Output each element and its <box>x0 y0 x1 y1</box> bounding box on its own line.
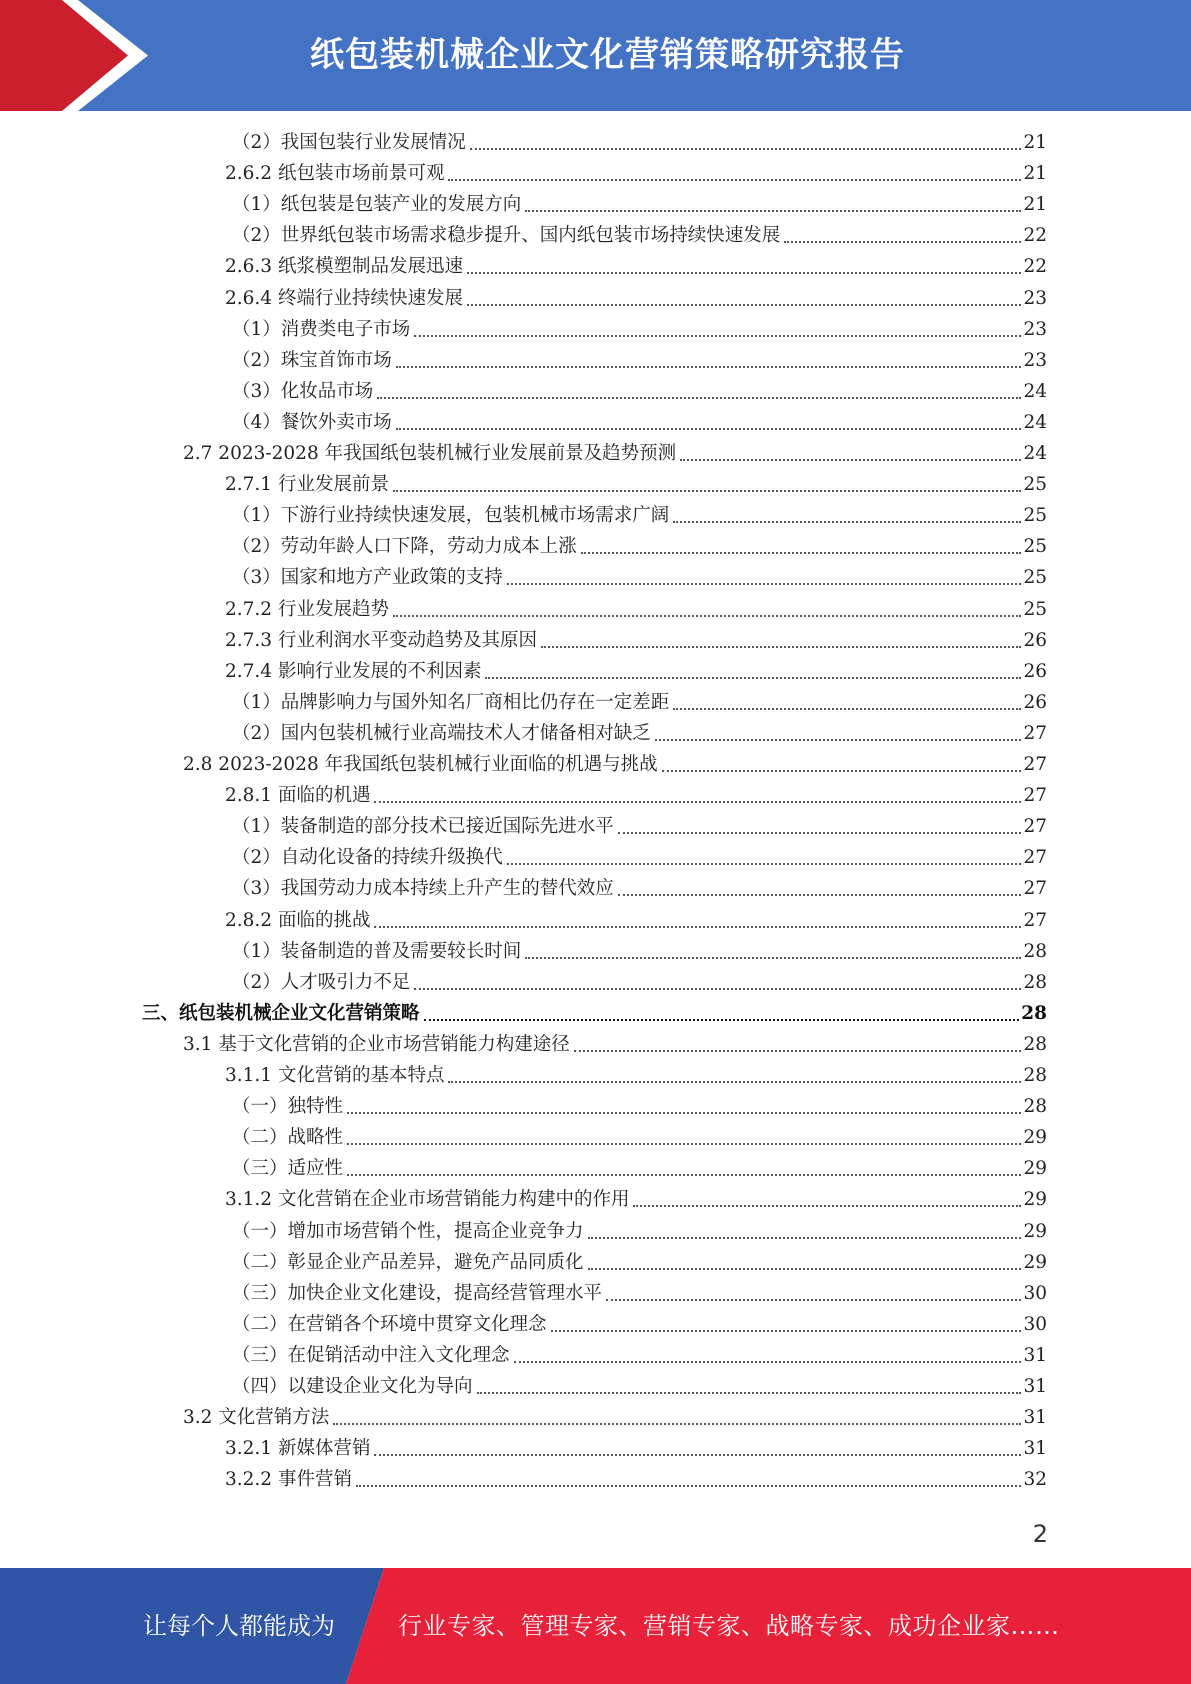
toc-dot-leader <box>448 1081 1021 1083</box>
toc-entry[interactable] <box>232 873 1047 904</box>
toc-entry-page: 30 <box>1023 1282 1047 1304</box>
toc-entry-page: 27 <box>1023 785 1047 807</box>
toc-entry[interactable] <box>232 1309 1047 1340</box>
toc-dot-leader <box>393 490 1021 492</box>
toc-entry-label: （2）自动化设备的持续升级换代 <box>232 847 503 869</box>
toc-entry-label: （4）餐饮外卖市场 <box>232 411 392 433</box>
toc-dot-leader <box>467 304 1021 306</box>
toc-dot-leader <box>673 708 1021 710</box>
toc-entry-label: （2）我国包装行业发展情况 <box>232 132 466 153</box>
toc-entry-label: 2.6.2 纸包装市场前景可观 <box>225 163 445 185</box>
toc-entry-label: （1）装备制造的普及需要较长时间 <box>232 940 522 962</box>
toc-entry-label: （2）国内包装机械行业高端技术人才储备相对缺乏 <box>232 722 651 744</box>
toc-entry-page: 24 <box>1023 443 1047 464</box>
toc-entry-label: 2.7.1 行业发展前景 <box>225 474 389 496</box>
toc-entry-page: 31 <box>1023 1438 1047 1460</box>
toc-entry[interactable] <box>225 469 1047 500</box>
toc-entry-label: 2.7.2 行业发展趋势 <box>225 598 389 620</box>
toc-entry[interactable] <box>232 718 1047 749</box>
toc-dot-leader <box>396 366 1022 368</box>
toc-entry-label: 3.2.1 新媒体营销 <box>225 1438 371 1460</box>
toc-entry[interactable] <box>225 1060 1047 1091</box>
toc-entry-page: 21 <box>1023 163 1047 185</box>
toc-entry-label: 2.7.4 影响行业发展的不利因素 <box>225 660 482 682</box>
toc-entry-label: （2）世界纸包装市场需求稳步提升、国内纸包装市场持续快速发展 <box>232 225 781 247</box>
toc-entry-label: 3.1.1 文化营销的基本特点 <box>225 1065 445 1086</box>
toc-entry-label: （2）劳动年龄人口下降，劳动力成本上涨 <box>232 536 577 558</box>
toc-dot-leader <box>374 1454 1021 1456</box>
toc-dot-leader <box>662 770 1022 772</box>
toc-entry[interactable] <box>232 936 1047 967</box>
toc-entry[interactable] <box>232 1278 1047 1309</box>
toc-dot-leader <box>551 1330 1022 1332</box>
toc-entry-label: 3.2.2 事件营销 <box>225 1469 352 1491</box>
toc-dot-leader <box>588 1237 1022 1239</box>
page-number: 2 <box>1032 1520 1048 1548</box>
toc-dot-leader <box>514 1361 1022 1363</box>
toc-dot-leader <box>414 335 1021 337</box>
toc-entry-page: 23 <box>1023 287 1047 309</box>
toc-entry[interactable] <box>232 407 1047 438</box>
toc-dot-leader <box>633 1205 1021 1207</box>
toc-entry-label: （3）国家和地方产业政策的支持 <box>232 567 503 589</box>
toc-entry-page: 28 <box>1021 1002 1047 1024</box>
toc-entry-label: （三）在促销活动中注入文化理念 <box>232 1344 510 1366</box>
toc-dot-leader <box>470 148 1022 150</box>
toc-entry[interactable] <box>232 1122 1047 1153</box>
toc-entry-page: 31 <box>1023 1344 1047 1366</box>
toc-entry-page: 25 <box>1023 598 1047 620</box>
toc-entry[interactable] <box>183 749 1047 780</box>
toc-entry-page: 23 <box>1023 349 1047 371</box>
toc-entry[interactable] <box>232 189 1047 220</box>
toc-entry-page: 27 <box>1023 816 1047 838</box>
toc-entry[interactable] <box>183 1029 1047 1060</box>
toc-entry[interactable] <box>232 314 1047 345</box>
toc-entry-page: 29 <box>1023 1127 1047 1149</box>
toc-entry-page: 27 <box>1023 722 1047 744</box>
toc-entry-label: （1）消费类电子市场 <box>232 318 411 340</box>
toc-entry-page: 32 <box>1023 1469 1047 1491</box>
toc-entry-label: 2.6.4 终端行业持续快速发展 <box>225 287 463 309</box>
toc-dot-leader <box>396 428 1022 430</box>
toc-entry-label: （三）适应性 <box>232 1158 344 1180</box>
toc-dot-leader <box>673 521 1021 523</box>
toc-entry[interactable] <box>232 842 1047 873</box>
toc-dot-leader <box>618 832 1022 834</box>
toc-entry-label: （2）珠宝首饰市场 <box>232 349 392 371</box>
toc-entry-label: （1）装备制造的部分技术已接近国际先进水平 <box>232 816 614 838</box>
toc-entry[interactable] <box>232 1153 1047 1184</box>
toc-dot-leader <box>424 1019 1020 1021</box>
toc-entry-label: （二）彰显企业产品差异，避免产品同质化 <box>232 1251 584 1273</box>
toc-dot-leader <box>356 1485 1022 1487</box>
toc-entry-page: 28 <box>1023 1065 1047 1086</box>
toc-entry-label: （1）品牌影响力与国外知名厂商相比仍存在一定差距 <box>232 691 670 713</box>
toc-entry-label: 2.8.2 面临的挑战 <box>225 909 371 931</box>
toc-dot-leader <box>784 241 1021 243</box>
toc-entry[interactable] <box>232 127 1047 158</box>
toc-entry[interactable] <box>225 1464 1047 1495</box>
toc-entry-label: （四）以建设企业文化为导向 <box>232 1376 473 1397</box>
toc-dot-leader <box>588 1268 1022 1270</box>
toc-entry[interactable] <box>232 531 1047 562</box>
toc-entry[interactable] <box>232 1340 1047 1371</box>
toc-entry[interactable] <box>225 905 1047 936</box>
toc-entry[interactable] <box>232 376 1047 407</box>
page-header <box>0 0 1191 111</box>
toc-entry[interactable] <box>232 687 1047 718</box>
toc-dot-leader <box>680 459 1021 461</box>
toc-entry[interactable] <box>225 1433 1047 1464</box>
toc-dot-leader <box>507 863 1022 865</box>
toc-dot-leader <box>377 397 1021 399</box>
toc-entry-page: 29 <box>1023 1220 1047 1242</box>
toc-entry[interactable] <box>232 1216 1047 1247</box>
toc-entry-page: 26 <box>1023 629 1047 651</box>
toc-entry-label: （二）战略性 <box>232 1127 344 1149</box>
toc-entry-page: 28 <box>1023 971 1047 993</box>
toc-entry-page: 24 <box>1023 380 1047 402</box>
toc-entry[interactable] <box>142 998 1047 1029</box>
toc-entry-page: 25 <box>1023 536 1047 558</box>
toc-dot-leader <box>574 1050 1022 1052</box>
toc-entry-page: 23 <box>1023 318 1047 340</box>
toc-dot-leader <box>485 677 1021 679</box>
toc-entry-label: 2.7 2023-2028 年我国纸包装机械行业发展前景及趋势预测 <box>183 443 677 464</box>
toc-dot-leader <box>347 1143 1021 1145</box>
toc-entry[interactable] <box>225 283 1047 314</box>
toc-entry-page: 27 <box>1023 754 1047 775</box>
toc-dot-leader <box>347 1112 1021 1114</box>
toc-entry-page: 25 <box>1023 474 1047 496</box>
toc-dot-leader <box>467 272 1021 274</box>
toc-entry-page: 28 <box>1023 940 1047 962</box>
toc-dot-leader <box>606 1299 1021 1301</box>
toc-entry-label: 3.2 文化营销方法 <box>183 1407 330 1429</box>
toc-entry-page: 31 <box>1023 1376 1047 1397</box>
toc-entry-label: （二）在营销各个环境中贯穿文化理念 <box>232 1313 547 1335</box>
toc-entry[interactable] <box>225 656 1047 687</box>
toc-entry[interactable] <box>225 158 1047 189</box>
toc-entry-label: 2.7.3 行业利润水平变动趋势及其原因 <box>225 629 537 651</box>
toc-entry-page: 25 <box>1023 567 1047 589</box>
toc-entry-page: 24 <box>1023 411 1047 433</box>
toc-entry-label: 2.8 2023-2028 年我国纸包装机械行业面临的机遇与挑战 <box>183 754 658 775</box>
toc-dot-leader <box>374 801 1021 803</box>
toc-dot-leader <box>525 210 1021 212</box>
toc-entry[interactable] <box>225 1184 1047 1215</box>
toc-dot-leader <box>374 926 1021 928</box>
toc-entry[interactable] <box>225 625 1047 656</box>
toc-dot-leader <box>347 1174 1021 1176</box>
toc-entry-page: 25 <box>1023 505 1047 527</box>
report-title: 纸包装机械企业文化营销策略研究报告 <box>310 35 905 75</box>
toc-entry-page: 26 <box>1023 691 1047 713</box>
toc-entry-page: 30 <box>1023 1313 1047 1335</box>
toc-entry-page: 22 <box>1023 225 1047 247</box>
toc-dot-leader <box>333 1423 1021 1425</box>
toc-entry-label: （一）独特性 <box>232 1096 344 1118</box>
toc-entry[interactable] <box>225 780 1047 811</box>
toc-entry-label: 2.6.3 纸浆模塑制品发展迅速 <box>225 256 463 278</box>
toc-entry[interactable] <box>183 438 1047 469</box>
toc-entry-label: 2.8.1 面临的机遇 <box>225 785 371 807</box>
toc-entry-label: （3）我国劳动力成本持续上升产生的替代效应 <box>232 878 614 900</box>
toc-entry-page: 21 <box>1023 132 1047 153</box>
toc-dot-leader <box>393 615 1021 617</box>
toc-entry-label: （一）增加市场营销个性，提高企业竞争力 <box>232 1220 584 1242</box>
toc-entry-page: 22 <box>1023 256 1047 278</box>
toc-entry[interactable] <box>232 1371 1047 1402</box>
toc-entry[interactable] <box>183 1402 1047 1433</box>
toc-dot-leader <box>507 583 1022 585</box>
toc-dot-leader <box>477 1392 1022 1394</box>
footer-slogan-left: 让每个人都能成为 <box>143 1612 335 1640</box>
toc-entry-label: 3.1.2 文化营销在企业市场营销能力构建中的作用 <box>225 1189 630 1211</box>
toc-entry-page: 27 <box>1023 878 1047 900</box>
toc-entry-page: 29 <box>1023 1158 1047 1180</box>
toc-dot-leader <box>448 179 1021 181</box>
footer-slogan-right: 行业专家、管理专家、营销专家、战略专家、成功企业家…… <box>398 1612 1060 1640</box>
toc-dot-leader <box>618 894 1022 896</box>
toc-entry-page: 28 <box>1023 1033 1047 1055</box>
toc-dot-leader <box>414 988 1021 990</box>
toc-entry-page: 29 <box>1023 1189 1047 1211</box>
toc-entry-label: （三）加快企业文化建设，提高经营管理水平 <box>232 1282 603 1304</box>
toc-dot-leader <box>525 957 1021 959</box>
toc-entry-label: （3）化妆品市场 <box>232 380 374 402</box>
toc-entry-label: （2）人才吸引力不足 <box>232 971 411 993</box>
toc-entry-page: 27 <box>1023 909 1047 931</box>
toc-entry[interactable] <box>232 500 1047 531</box>
toc-dot-leader <box>655 739 1022 741</box>
toc-entry[interactable] <box>232 220 1047 251</box>
toc-entry[interactable] <box>232 967 1047 998</box>
toc-entry[interactable] <box>225 251 1047 282</box>
toc-entry-label: 3.1 基于文化营销的企业市场营销能力构建途径 <box>183 1033 570 1055</box>
toc-entry[interactable] <box>232 811 1047 842</box>
toc-entry-page: 27 <box>1023 847 1047 869</box>
toc-dot-leader <box>581 552 1022 554</box>
toc-entry-label: 三、纸包装机械企业文化营销策略 <box>142 1002 420 1024</box>
toc-entry-label: （1）下游行业持续快速发展，包装机械市场需求广阔 <box>232 505 670 527</box>
toc-entry-page: 31 <box>1023 1407 1047 1429</box>
toc-entry[interactable] <box>232 1091 1047 1122</box>
toc-entry-page: 26 <box>1023 660 1047 682</box>
toc-entry-page: 21 <box>1023 194 1047 216</box>
toc-entry[interactable] <box>232 1247 1047 1278</box>
toc-entry-label: （1）纸包装是包装产业的发展方向 <box>232 194 522 216</box>
toc-entry[interactable] <box>225 594 1047 625</box>
toc-entry-page: 29 <box>1023 1251 1047 1273</box>
page-footer <box>0 1568 1191 1684</box>
toc-dot-leader <box>541 646 1021 648</box>
toc-entry[interactable] <box>232 345 1047 376</box>
toc-entry[interactable] <box>232 562 1047 593</box>
toc-entry-page: 28 <box>1023 1096 1047 1118</box>
